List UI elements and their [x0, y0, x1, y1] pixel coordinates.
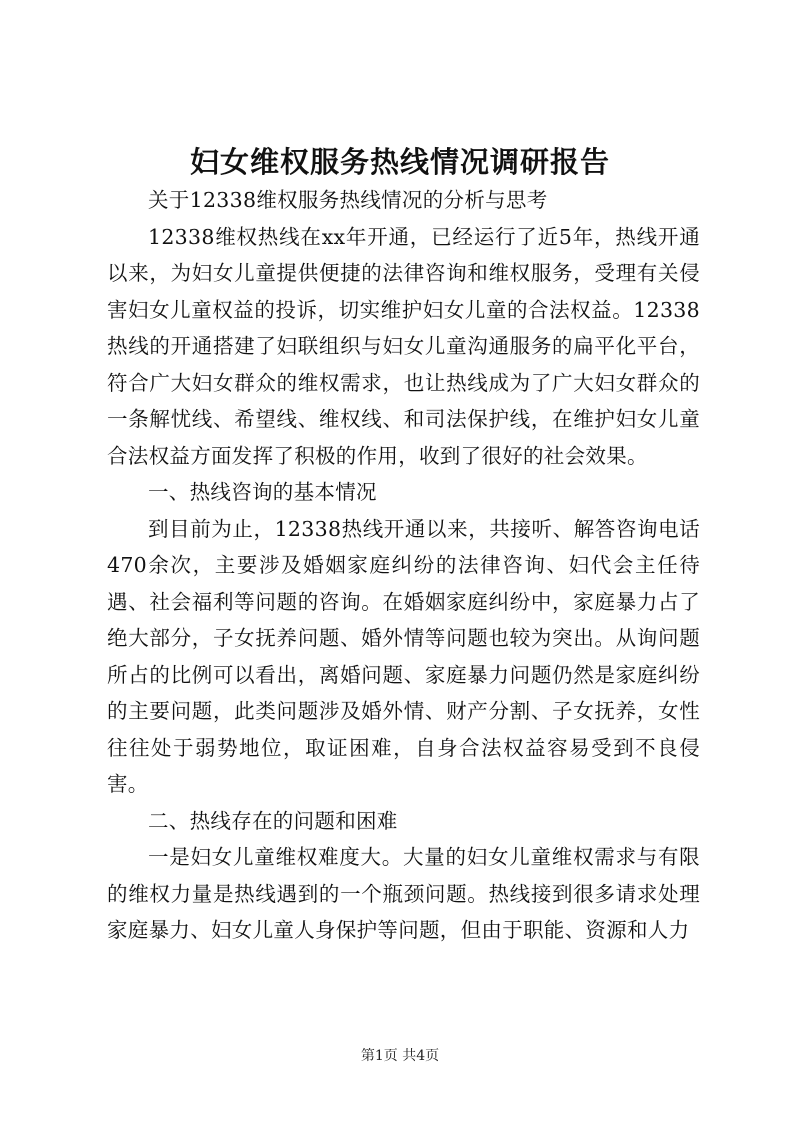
- document-title: 妇女维权服务热线情况调研报告: [189, 145, 610, 179]
- section-1-paragraph: 到目前为止，12338热线开通以来，共接听、解答咨询电话470余次，主要涉及婚姻家庭纠纷的法律咨询、妇代会主任待遇、社会福利等问题的咨询。在婚姻家庭纠纷中，家庭暴力占了绝大部分，子女抚养问题、婚外情等问题也较为突出。从询问题所占的比例可以看出，离婚问题、家庭暴力问题仍然是家庭纠纷的主要问题，此类问题涉及婚外情、财产分割、子女抚养，女性往往处于弱势地位，取证困难，自身合法权益容易受到不良侵害。: [107, 516, 700, 796]
- document-body: [107, 182, 700, 949]
- section-2-paragraph: 一是妇女儿童维权难度大。大量的妇女儿童维权需求与有限的维权力量是热线遇到的一个瓶颈问题。热线接到很多请求处理家庭暴力、妇女儿童人身保护等问题，但由于职能、资源和人力: [107, 845, 700, 942]
- page-footer: 第1页 共4页: [360, 1048, 440, 1064]
- subtitle-paragraph: 关于12338维权服务热线情况的分析与思考: [148, 188, 548, 212]
- intro-paragraph: 12338维权热线在xx年开通，已经运行了近5年，热线开通以来，为妇女儿童提供便捷的法律咨询和维权服务，受理有关侵害妇女儿童权益的投诉，切实维护妇女儿童的合法权益。12338热线的开通搭建了妇联组织与妇女儿童沟通服务的扁平化平台，符合广大妇女群众的维权需求，也让热线成为了广大妇女群众的一条解忧线、希望线、维权线、和司法保护线，在维护妇女儿童合法权益方面发挥了积极的作用，收到了很好的社会效果。: [107, 224, 700, 468]
- section-heading-2: 二、热线存在的问题和困难: [148, 808, 398, 833]
- section-heading-1: 一、热线咨询的基本情况: [148, 480, 377, 504]
